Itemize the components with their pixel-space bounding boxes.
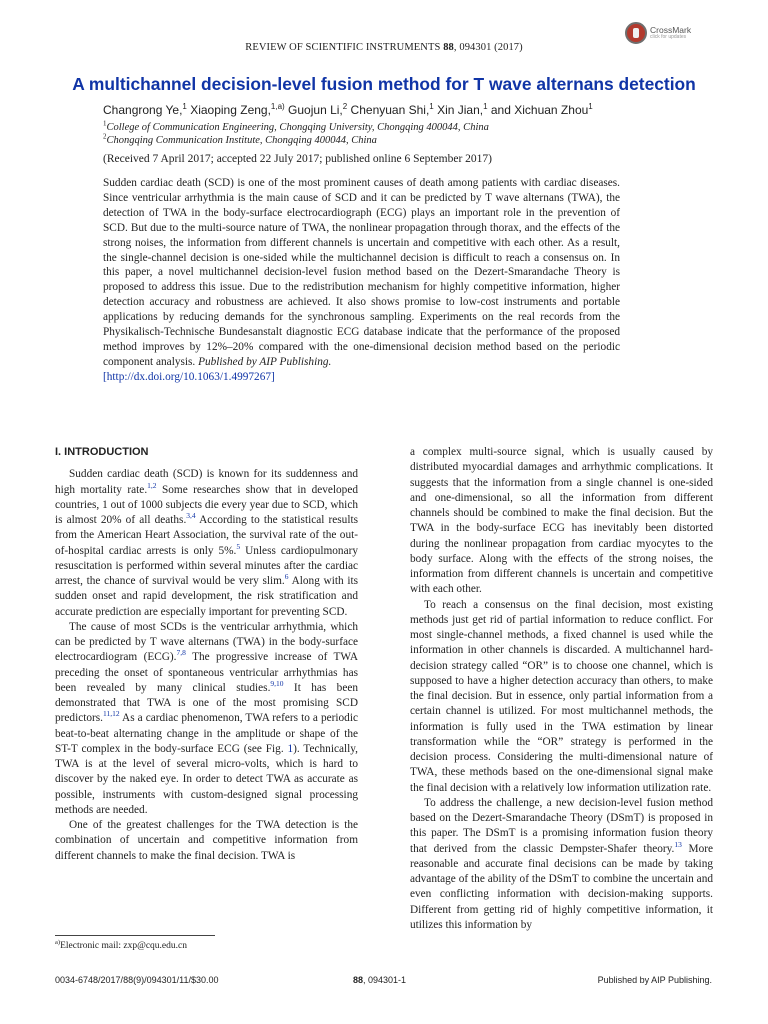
footnote-text: Electronic mail: zxp@cqu.edu.cn bbox=[60, 941, 187, 951]
citation-ref[interactable]: 9,10 bbox=[270, 678, 284, 688]
text-run: Along with its sudden onset and rapid development, the risk stratification and accurate prediction are especially important for preventing SCD. bbox=[55, 575, 358, 618]
paragraph bbox=[55, 620, 358, 818]
journal-name: REVIEW OF SCIENTIFIC INSTRUMENTS bbox=[245, 42, 441, 53]
affiliation-sup: 2 bbox=[103, 132, 107, 141]
affiliation-1 bbox=[103, 119, 489, 133]
section-heading: I. INTRODUCTION bbox=[55, 446, 149, 458]
paragraph bbox=[410, 445, 713, 598]
text-run: As a cardiac phenomenon, TWA refers to a periodic beat-to-beat alternating change in the amplitude or shape of the ST-T complex in the body-surface ECG (see Fig. bbox=[55, 712, 358, 755]
text-run: According to the statistical results from the American Heart Association, the survival rate of the out-of-hospital cardiac arrests is only 5%. bbox=[55, 514, 358, 557]
author-name: Xin Jian, bbox=[433, 103, 484, 117]
abstract-publisher-note: Published by AIP Publishing. bbox=[198, 355, 332, 368]
author-sup: 1,a) bbox=[270, 102, 285, 111]
text-run: To reach a consensus on the final decision, most existing methods just get rid of partial information to reduce conflict. For most single-channel methods, a fixed channel is used while the information in other channels is discarded. A multichannel hard-decision strategy called “OR” is to choose one channel, which is supposed to have a higher detection accuracy than others, to make the final decision. But in essence, only partial information from a certain channel is utilized. For most multichannel methods, the information is fully used in the TWA estimation by linear transformation while the “OR” strategy is performed in the decision process. Considering the multi-dimensional nature of TWA, these methods based on the one-dimensional signal make the final decision with a relatively low information utilization rate. bbox=[410, 598, 713, 794]
text-run: Sudden cardiac death (SCD) is known for its suddenness and high mortality rate. bbox=[55, 468, 358, 496]
author-name: Changrong Ye, bbox=[103, 103, 183, 117]
author-sup: 2 bbox=[342, 102, 348, 111]
citation-ref[interactable]: 5 bbox=[236, 541, 241, 551]
text-run: Some researches show that in developed countries, 1 out of 1000 subjects die every year due to SCD, which is almost 20% of all deaths. bbox=[55, 483, 358, 526]
text-run: One of the greatest challenges for the TWA detection is the combination of uncertain and competitive information from different channels to make the final decision. TWA is bbox=[55, 819, 358, 862]
column-left bbox=[55, 443, 358, 864]
footer-page-number: , 094301-1 bbox=[363, 975, 407, 985]
author-sup: 1 bbox=[429, 102, 434, 111]
footnote bbox=[55, 938, 187, 951]
text-run: a complex multi-source signal, which is usually caused by distributed myocardial damages and arrhythmic complications. It suggests that the information from a single channel is one-sided and one-dimensional, so all the information from different channels should be combined to make the final decision. But the TWA in the body-surface ECG has inevitably been distorted during the nonlinear propagation from cardiac myocytes to the body surface. Along with the effects of the strong noises, the information from different channels is uncertain and competitive with each other. bbox=[410, 446, 713, 596]
crossmark-title: CrossMark bbox=[650, 25, 692, 36]
footer-issn: 0034-6748/2017/88(9)/094301/11/$30.00 bbox=[55, 975, 219, 985]
text-run: ). Technically, TWA is at the level of several micro-volts, which is hard to discover by the naked eye. In order to detect TWA as accurate as possible, instruments with custom-designed signal processing methods are needed. bbox=[55, 742, 359, 816]
text-run: The cause of most SCDs is the ventricular arrhythmia, which can be predicted by T wave alternans (TWA) in the body-surface electrocardiogram (ECG). bbox=[55, 620, 358, 664]
affiliation-text: College of Communication Engineering, Chongqing University, Chongqing 400044, China bbox=[106, 122, 489, 133]
citation-ref[interactable]: 13 bbox=[674, 839, 682, 849]
author-list bbox=[103, 103, 593, 117]
footnote-rule bbox=[55, 935, 215, 936]
text-run: More reasonable and accurate final decisions can be made by taking advantage of the ability of the DSmT to combine the uncertain and even conflicting information with decision-making supports. Different from getting rid of highly competitive information, it utilizes this information by bbox=[410, 842, 713, 931]
author-name: Xiaoping Zeng, bbox=[186, 103, 271, 117]
journal-volume: 88 bbox=[443, 42, 454, 53]
citation-ref[interactable]: 1,2 bbox=[147, 480, 157, 490]
paper-title: A multichannel decision-level fusion method for T wave alternans detection bbox=[72, 74, 696, 94]
citation-ref[interactable]: 7,8 bbox=[176, 648, 186, 658]
paragraph bbox=[55, 818, 358, 864]
affiliation-text: Chongqing Communication Institute, Chongqing 400044, China bbox=[106, 135, 377, 146]
abstract-body: Sudden cardiac death (SCD) is one of the most prominent causes of death among patients with cardiac diseases. Since ventricular arrhythmia is the main cause of SCD and it can be predicted by T wave alternans (TWA), the detection of TWA in the body-surface electrocardiograph (ECG) plays an important role in the prevention of SCD. But due to the multi-source nature of TWA, the nonlinear propagation through thorax, and the effects of the strong noises, the information from different channels is uncertain and competitive with each other. As a result, the single-channel decision is one-sided while the multichannel decision is difficult to reach a consensus on. In this paper, a novel multichannel decision-level fusion method based on the Dezert-Smarandache Theory is proposed to address this issue. Due to the redistribution mechanism for highly competitive information, higher detection accuracy and robustness are achieved. It also shows promise to low-cost instruments and portable applications by reducing demands for the synchronous sampling. Experiments on the real records from the Physikalisch-Technische Bundesanstalt diagnostic ECG database indicate that the performance of the proposed method improves by 12%–20% compared with the one-dimensional decision method based on the periodic component analysis. bbox=[103, 177, 620, 368]
citation-ref[interactable]: 3,4 bbox=[186, 511, 196, 521]
figure-ref[interactable]: 1 bbox=[287, 742, 294, 755]
paragraph bbox=[410, 598, 713, 796]
text-run: The progressive increase of TWA preceding the onset of spontaneous ventricular arrhythmias has been revealed by many clinical studies. bbox=[55, 651, 359, 694]
doi-link[interactable]: [http://dx.doi.org/10.1063/1.4997267] bbox=[103, 370, 275, 383]
author-name: and Xichuan Zhou bbox=[487, 103, 589, 117]
received-dates: (Received 7 April 2017; accepted 22 July 2017; published online 6 September 2017) bbox=[103, 153, 493, 165]
crossmark-subtitle: click for updates bbox=[650, 33, 687, 40]
paragraph bbox=[410, 796, 713, 933]
affiliation-sup: 1 bbox=[103, 119, 107, 128]
text-run: To address the challenge, a new decision-level fusion method based on the Dezert-Smarandache Theory (DSmT) is proposed in this paper. The DSmT is a promising information fusion theory that derived from the classic Dempster-Shafer theory. bbox=[410, 796, 713, 855]
affiliation-2 bbox=[103, 132, 377, 146]
author-name: Guojun Li, bbox=[284, 103, 343, 117]
column-right bbox=[410, 445, 713, 933]
citation-ref[interactable]: 11,12 bbox=[103, 709, 120, 719]
citation-ref[interactable]: 6 bbox=[284, 572, 289, 582]
paragraph bbox=[55, 467, 358, 620]
author-sup: 1 bbox=[588, 102, 593, 111]
footer-page bbox=[353, 975, 406, 985]
footer-publisher: Published by AIP Publishing. bbox=[597, 975, 712, 985]
crossmark-badge[interactable] bbox=[625, 22, 691, 44]
footnote-sup: a) bbox=[55, 938, 61, 946]
author-name: Chenyuan Shi, bbox=[347, 103, 430, 117]
author-sup: 1 bbox=[483, 102, 488, 111]
text-run: It has been demonstrated that TWA is one of the most promising SCD predictors. bbox=[55, 681, 358, 725]
author-sup: 1 bbox=[182, 102, 187, 111]
abstract bbox=[103, 176, 620, 385]
journal-article-info: , 094301 (2017) bbox=[453, 42, 523, 53]
footer-volume: 88 bbox=[353, 975, 364, 985]
crossmark-icon bbox=[625, 22, 647, 44]
text-run: Unless cardiopulmonary resuscitation is performed within several minutes after the cardiac arrest, the chance of survival would be very slim. bbox=[55, 544, 359, 587]
